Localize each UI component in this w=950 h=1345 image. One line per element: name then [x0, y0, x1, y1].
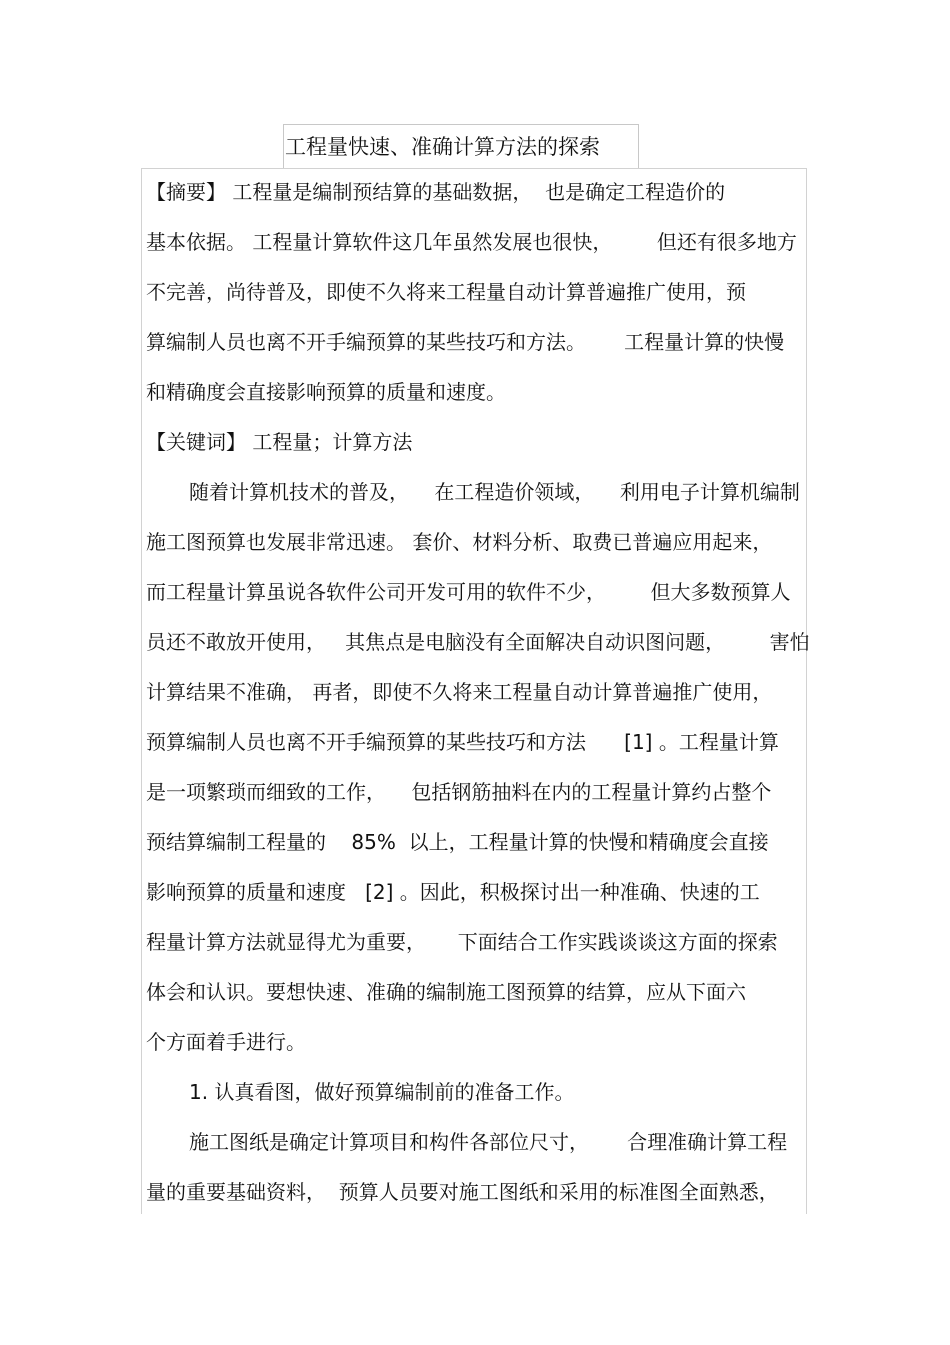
body-line-11: 体会和认识。要想快速、准确的编制施工图预算的结算，应从下面六: [146, 980, 746, 1004]
body-line-9: 影响预算的质量和速度 [2] 。因此，积极探讨出一种准确、快速的工: [146, 880, 760, 904]
body-line-1: 随着计算机技术的普及， 在工程造价领域， 利用电子计算机编制: [189, 480, 800, 504]
body-line-2: 施工图预算也发展非常迅速。 套价、材料分析、取费已普遍应用起来，: [146, 530, 773, 554]
body-line-3: 而工程量计算虽说各软件公司开发可用的软件不少， 但大多数预算人: [146, 580, 791, 604]
body-line-7: 是一项繁琐而细致的工作， 包括钢筋抽料在内的工程量计算约占整个: [146, 780, 772, 804]
body-line-10: 程量计算方法就显得尤为重要， 下面结合工作实践谈谈这方面的探索: [146, 930, 778, 954]
abstract-line-1: 【摘要】 工程量是编制预结算的基础数据， 也是确定工程造价的: [146, 180, 726, 204]
body-line-6: 预算编制人员也离不开手编预算的某些技巧和方法 [1] 。工程量计算: [146, 730, 779, 754]
section-body-line-2: 量的重要基础资料， 预算人员要对施工图纸和采用的标准图全面熟悉，: [146, 1180, 779, 1204]
keywords-line: 【关键词】 工程量；计算方法: [146, 430, 413, 454]
document-title: 工程量快速、准确计算方法的探索: [285, 135, 600, 159]
abstract-line-4: 算编制人员也离不开手编预算的某些技巧和方法。 工程量计算的快慢: [146, 330, 785, 354]
body-line-4: 员还不敢放开使用， 其焦点是电脑没有全面解决自动识图问题， 害怕: [146, 630, 810, 654]
abstract-line-2: 基本依据。 工程量计算软件这几年虽然发展也很快， 但还有很多地方: [146, 230, 797, 254]
abstract-line-3: 不完善，尚待普及，即使不久将来工程量自动计算普遍推广使用，预: [146, 280, 746, 304]
abstract-line-5: 和精确度会直接影响预算的质量和速度。: [146, 380, 506, 404]
body-line-12: 个方面着手进行。: [146, 1030, 306, 1054]
section-body-line-1: 施工图纸是确定计算项目和构件各部位尺寸， 合理准确计算工程: [189, 1130, 788, 1154]
section-heading-1: 1. 认真看图，做好预算编制前的准备工作。: [189, 1080, 575, 1104]
body-line-5: 计算结果不准确， 再者，即使不久将来工程量自动计算普遍推广使用，: [146, 680, 773, 704]
body-line-8: 预结算编制工程量的 85% 以上，工程量计算的快慢和精确度会直接: [146, 830, 769, 854]
